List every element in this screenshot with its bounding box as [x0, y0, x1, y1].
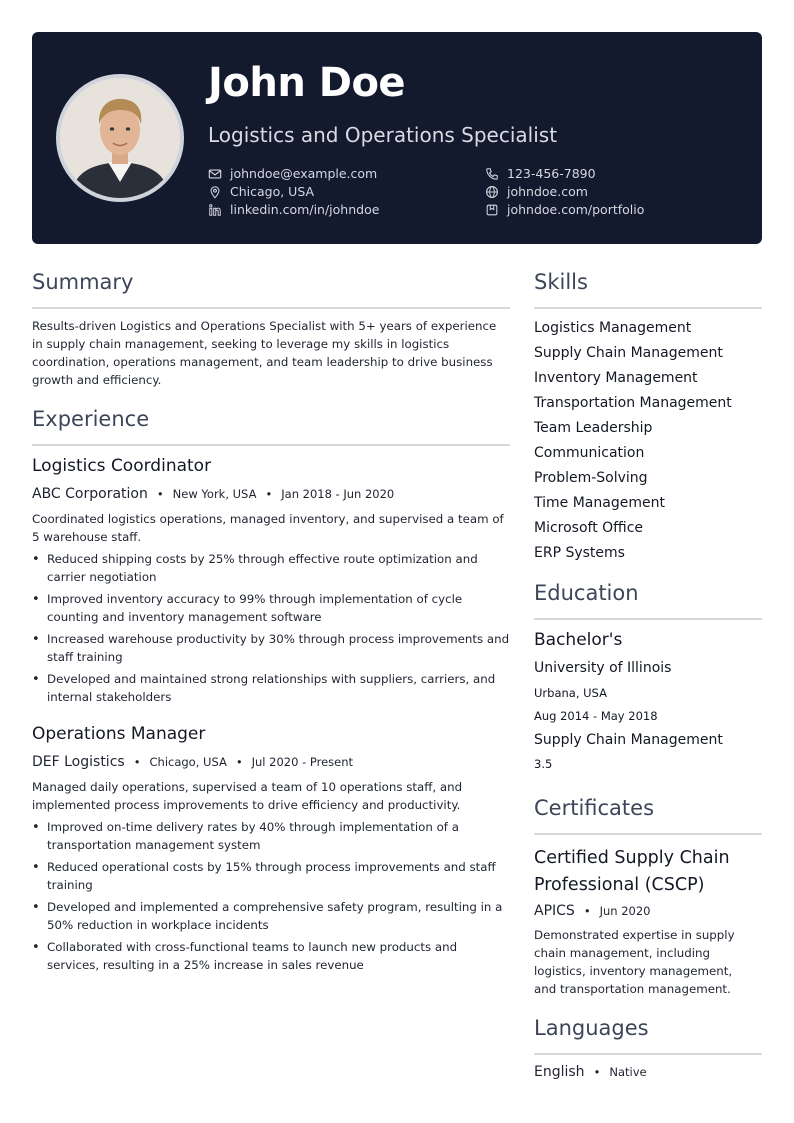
skill-item: Inventory Management	[534, 370, 698, 386]
separator-dot: •	[133, 755, 141, 769]
language-item	[534, 1064, 647, 1080]
skills-divider	[534, 307, 762, 309]
certificate-date: Jun 2020	[599, 904, 651, 918]
portfolio-icon	[485, 203, 499, 217]
summary-text: Results-driven Logistics and Operations Specialist with 5+ years of experience in supply chain management, seeking to leverage my skills in logistics coordination, operations management, and team leadership to drive business growth and efficiency.	[32, 319, 497, 387]
job-company: ABC Corporation	[32, 486, 148, 502]
certificate-meta	[534, 903, 651, 919]
contact-portfolio[interactable]	[485, 202, 644, 217]
certificates-divider	[534, 833, 762, 835]
certificate-issuer: APICS	[534, 903, 575, 919]
contact-phone-text: 123-456-7890	[507, 166, 596, 181]
job-location: Chicago, USA	[149, 755, 227, 769]
skill-item: Transportation Management	[534, 395, 732, 411]
achievement-item: • Increased warehouse productivity by 30% through process improvements and staff training	[32, 630, 510, 666]
job-achievements	[32, 550, 510, 710]
achievement-item: • Developed and implemented a comprehensive safety program, resulting in a 50% reduction in workplace incidents	[32, 898, 510, 934]
education-heading: Education	[534, 581, 639, 605]
skill-item: ERP Systems	[534, 545, 625, 561]
achievement-item: • Reduced shipping costs by 25% through effective route optimization and carrier negotiation	[32, 550, 510, 586]
skill-item: Communication	[534, 445, 645, 461]
language-name: English	[534, 1064, 585, 1080]
phone-icon	[485, 167, 499, 181]
job-meta	[32, 486, 394, 502]
location-pin-icon	[208, 185, 222, 199]
person-name: John Doe	[208, 60, 406, 106]
job-company: DEF Logistics	[32, 754, 125, 770]
job-meta	[32, 754, 353, 770]
job-description: Coordinated logistics operations, managed inventory, and supervised a team of 5 warehouse staff.	[32, 512, 504, 544]
summary-heading: Summary	[32, 270, 134, 294]
education-dates: Aug 2014 - May 2018	[534, 709, 658, 723]
achievement-item: • Improved on-time delivery rates by 40% through implementation of a transportation management system	[32, 818, 510, 854]
job-dates: Jan 2018 - Jun 2020	[281, 487, 395, 501]
languages-heading: Languages	[534, 1016, 649, 1040]
education-field: Supply Chain Management	[534, 732, 723, 748]
contact-phone[interactable]	[485, 166, 596, 181]
contact-linkedin[interactable]	[208, 202, 379, 217]
globe-icon	[485, 185, 499, 199]
certificates-heading: Certificates	[534, 796, 655, 820]
job-title-headline: Logistics and Operations Specialist	[208, 123, 558, 147]
skill-item: Microsoft Office	[534, 520, 644, 536]
skill-item: Problem-Solving	[534, 470, 648, 486]
certificate-title-line: Certified Supply Chain	[534, 848, 730, 868]
separator-dot: •	[265, 487, 273, 501]
separator-dot: •	[583, 904, 591, 918]
education-gpa: 3.5	[534, 757, 553, 771]
education-location: Urbana, USA	[534, 686, 607, 700]
certificate-description: Demonstrated expertise in supply chain management, including logistics, inventory management, and transportation management.	[534, 928, 735, 996]
job-title: Operations Manager	[32, 724, 206, 744]
contact-location-text: Chicago, USA	[230, 184, 315, 199]
achievement-item: • Improved inventory accuracy to 99% through implementation of cycle counting and inventory management software	[32, 590, 510, 626]
contact-website[interactable]	[485, 184, 588, 199]
separator-dot: •	[593, 1065, 601, 1079]
contact-portfolio-text: johndoe.com/portfolio	[507, 202, 645, 217]
job-title: Logistics Coordinator	[32, 456, 212, 476]
achievement-item: • Reduced operational costs by 15% through process improvements and staff training	[32, 858, 510, 894]
job-achievements	[32, 818, 510, 978]
achievement-item: • Collaborated with cross-functional teams to launch new products and services, resulting in a 25% increase in sales revenue	[32, 938, 510, 974]
contact-location	[208, 184, 314, 199]
certificate-title	[534, 845, 730, 899]
job-location: New York, USA	[172, 487, 257, 501]
achievement-item: • Developed and maintained strong relationships with suppliers, carriers, and internal stakeholders	[32, 670, 510, 706]
education-degree: Bachelor's	[534, 630, 623, 650]
certificate-title-line: Professional (CSCP)	[534, 875, 705, 895]
experience-divider	[32, 444, 510, 446]
skill-item: Team Leadership	[534, 420, 653, 436]
linkedin-icon	[208, 203, 222, 217]
languages-divider	[534, 1053, 762, 1055]
separator-dot: •	[235, 755, 243, 769]
education-divider	[534, 618, 762, 620]
language-level: Native	[609, 1065, 647, 1079]
resume-header	[32, 32, 762, 244]
contact-email-text: johndoe@example.com	[230, 166, 378, 181]
summary-divider	[32, 307, 510, 309]
skill-item: Time Management	[534, 495, 665, 511]
profile-photo	[56, 74, 184, 202]
contact-email[interactable]	[208, 166, 377, 181]
mail-icon	[208, 167, 222, 181]
profile-photo-image	[60, 78, 180, 198]
skills-list	[534, 316, 732, 566]
skill-item: Supply Chain Management	[534, 345, 723, 361]
job-dates: Jul 2020 - Present	[251, 755, 354, 769]
contact-website-text: johndoe.com	[507, 184, 588, 199]
education-school: University of Illinois	[534, 660, 672, 676]
contact-linkedin-text: linkedin.com/in/johndoe	[230, 202, 380, 217]
skills-heading: Skills	[534, 270, 588, 294]
separator-dot: •	[156, 487, 164, 501]
skill-item: Logistics Management	[534, 320, 692, 336]
experience-heading: Experience	[32, 407, 150, 431]
job-description: Managed daily operations, supervised a team of 10 operations staff, and implemented process improvements to drive efficiency and productivity.	[32, 780, 463, 812]
